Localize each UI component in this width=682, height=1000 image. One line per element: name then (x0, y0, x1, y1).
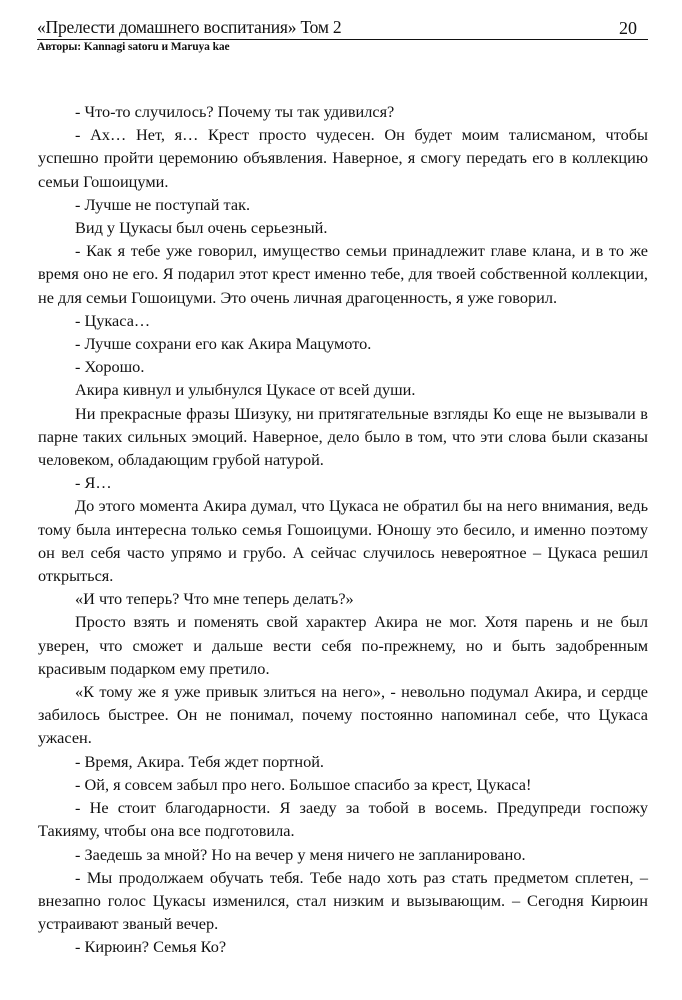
paragraph: - Кирюин? Семья Ко? (75, 937, 227, 957)
book-title: «Прелести домашнего воспитания» Том 2 (37, 17, 342, 37)
page-number: 20 (619, 18, 637, 38)
paragraph: - Не стоит благодарности. Я заеду за тобой в восемь. Предупреди госпожу Такияму, чтобы она все подготовила. (38, 798, 648, 841)
paragraph: Вид у Цукасы был очень серьезный. (75, 218, 328, 238)
paragraph: - Лучше сохрани его как Акира Мацумото. (75, 334, 372, 354)
paragraph: До этого момента Акира думал, что Цукаса не обратил бы на него внимания, ведь тому была интересна только семья Гошоицуми. Юношу это бесило, и именно поэтому он вел себя часто упрямо и грубо. А сейчас случилось невероятное – Цукаса решил открыться. (38, 496, 648, 586)
paragraph: Ни прекрасные фразы Шизуку, ни притягательные взгляды Ко еще не вызывали в парне таких сильных эмоций. Наверное, дело было в том, что эти слова были сказаны человеком, обладающим грубой натурой. (38, 403, 648, 470)
paragraph: - Ой, я совсем забыл про него. Большое спасибо за крест, Цукаса! (75, 774, 532, 794)
paragraph: - Лучше не поступай так. (75, 194, 251, 214)
page-header (37, 18, 648, 53)
paragraph: - Цукаса… (75, 310, 151, 330)
paragraph: - Время, Акира. Тебя ждет портной. (75, 751, 325, 771)
page-body (38, 100, 648, 959)
header-rule (37, 18, 648, 40)
authors-line: Авторы: Kannagi satoru и Maruya kae (37, 41, 230, 53)
paragraph: - Хорошо. (75, 357, 145, 377)
paragraph: - Заедешь за мной? Но на вечер у меня ничего не запланировано. (75, 844, 526, 864)
paragraph: - Что-то случилось? Почему ты так удивился? (75, 102, 395, 121)
paragraph: «К тому же я уже привык злиться на него», - невольно подумал Акира, и сердце забилось быстрее. Он не понимал, почему постоянно напоминал себе, что Цукаса ужасен. (38, 682, 648, 748)
paragraph: - Ах… Нет, я… Крест просто чудесен. Он будет моим талисманом, чтобы успешно пройти церемонию объявления. Наверное, я смогу передать его в коллекцию семьи Гошоицуми. (38, 125, 648, 191)
paragraph: - Я… (75, 473, 112, 493)
paragraph: Акира кивнул и улыбнулся Цукасе от всей души. (75, 380, 416, 400)
paragraph: - Как я тебе уже говорил, имущество семьи принадлежит главе клана, и в то же время оно не его. Я подарил этот крест именно тебе, для твоей собственной коллекции, не для семьи Гошоицуми. Это очень личная драгоценность, я уже говорил. (38, 241, 648, 307)
paragraph: Просто взять и поменять свой характер Акира не мог. Хотя парень и не был уверен, что сможет и дальше вести себя по-прежнему, но и быть задобренным красивым подарком ему претило. (38, 612, 648, 678)
paragraph: - Мы продолжаем обучать тебя. Тебе надо хоть раз стать предметом сплетен, – внезапно голос Цукасы изменился, стал низким и вызывающим. – Сегодня Кирюин устраивают званый вечер. (38, 867, 648, 934)
paragraph: «И что теперь? Что мне теперь делать?» (75, 589, 354, 609)
